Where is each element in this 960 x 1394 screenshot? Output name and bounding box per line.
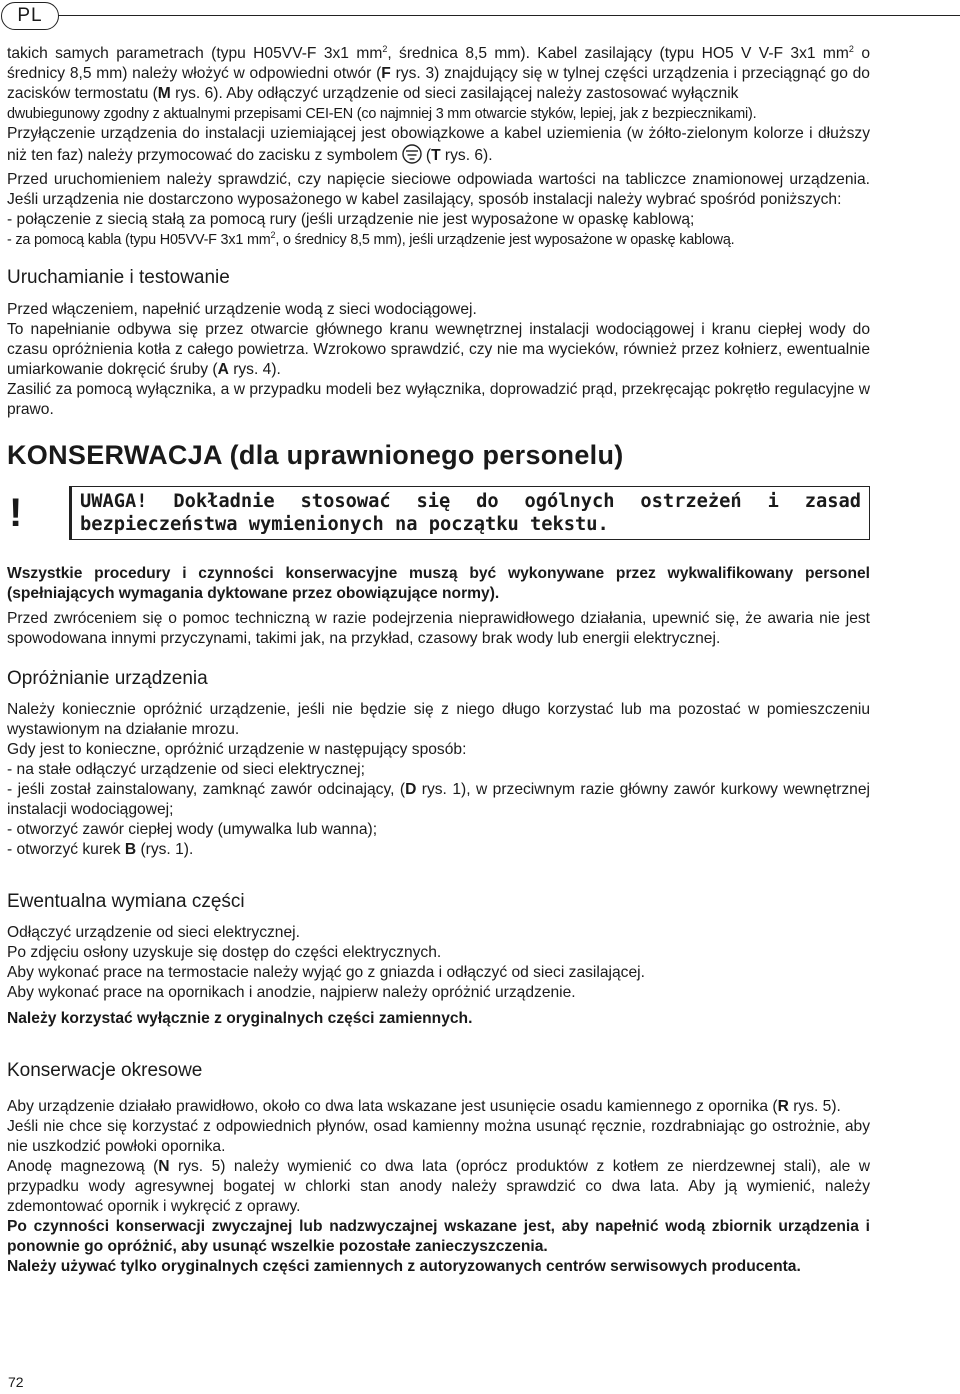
- warning-box: UWAGA! Dokładnie stosować się do ogólnych ostrzeżeń i zasad bezpieczeństwa wymienionych na początku tekstu.: [69, 486, 870, 540]
- periodic-paragraph-bold: Należy używać tylko oryginalnych części zamiennych z autoryzowanych centrów serwisowych producenta.: [7, 1258, 801, 1275]
- maintenance-paragraph: Przed zwróceniem się o pomoc techniczną w razie podejrzenia nieprawidłowego działania, upewnić się, że awaria nie jest spowodowana innymi przyczynami, takimi jak, na przykład, czasowy brak wody lub energii elektrycznej.: [7, 610, 870, 647]
- language-badge: [1, 2, 59, 30]
- periodic-paragraph: Aby urządzenie działało prawidłowo, około co dwa lata wskazane jest usunięcie osadu kamiennego z opornika (R rys. 5).: [7, 1098, 841, 1115]
- intro-paragraph-grounding: Przyłączenie urządzenia do instalacji uziemiającej jest obowiązkowe a kabel uziemienia (w żółto-zielonym kolorze i dłuższy niż ten faz) należy przymocować do zacisku z symbolem (T rys. 6).: [7, 124, 870, 170]
- startup-paragraph: Zasilić za pomocą wyłącznika, a w przypadku modeli bez wyłącznika, doprowadzić prąd, przekręcając pokrętło regulacyjne w prawo.: [7, 381, 870, 418]
- section-title-startup: Uruchamianie i testowanie: [7, 267, 230, 288]
- replacement-paragraph: Aby wykonać prace na opornikach i anodzie, najpierw należy opróżnić urządzenie.: [7, 984, 576, 1001]
- warning-exclamation-icon: !: [9, 491, 23, 535]
- earth-ground-icon: [401, 144, 423, 170]
- header-rule: [58, 15, 960, 16]
- replacement-paragraph: Po zdjęciu osłony uzyskuje się dostęp do części elektrycznych.: [7, 944, 442, 961]
- replacement-paragraph: Odłączyć urządzenie od sieci elektrycznej.: [7, 924, 300, 941]
- intro-list-item: - połączenie z siecią stałą za pomocą rury (jeśli urządzenie nie jest wyposażone w opaskę kablową;: [7, 211, 695, 228]
- periodic-paragraph: Anodę magnezową (N rys. 5) należy wymienić co dwa lata (oprócz produktów z kotłem ze nierdzewnej stali), ale w przypadku wody agresywnej bogatej w chlorki stan anody należy sprawdzić co dwa lata. Aby ją wymienić, należy zdemontować opornik i wykręcić z oprawy.: [7, 1158, 870, 1215]
- section-title-replacement: Ewentualna wymiana części: [7, 891, 245, 912]
- replacement-paragraph-bold: Należy korzystać wyłącznie z oryginalnych części zamiennych.: [7, 1010, 473, 1027]
- draining-paragraph: Gdy jest to konieczne, opróżnić urządzenie w następujący sposób:: [7, 741, 467, 758]
- section-title-draining: Opróżnianie urządzenia: [7, 668, 208, 689]
- maintenance-paragraph-bold: Wszystkie procedury i czynności konserwacyjne muszą być wykonywane przez wykwalifikowany personel (spełniających wymagania dyktowane przez obowiązujące normy).: [7, 565, 870, 602]
- intro-paragraph-cable: takich samych parametrach (typu H05VV-F 3x1 $mm^2$, średnica 8,5 mm). Kabel zasilający (typu HO5 V V-F 3x1 $mm^2$ o średnicy 8,5 mm) należy włożyć w odpowiedni otwór (F rys. 3) znajdujący się w tylnej części urządzenia i przeciągnąć go do zacisków termostatu (M rys. 6). Aby odłączyć urządzenie od sieci zasilającej należy zastosować wyłącznik: [7, 44, 870, 102]
- replacement-paragraph: Aby wykonać prace na termostacie należy wyjąć go z gniazda i odłączyć od sieci zasilającej.: [7, 964, 645, 981]
- intro-list-item: - za pomocą kabla (typu H05VV-F 3x1 $mm^2$, o średnicy 8,5 mm), jeśli urządzenie jest wyposażone w opaskę kablową.: [7, 230, 735, 248]
- section-title-periodic: Konserwacje okresowe: [7, 1060, 203, 1081]
- periodic-paragraph-bold: Po czynności konserwacji zwyczajnej lub nadzwyczajnej wskazane jest, aby napełnić wodą zbiornik urządzenia i ponownie go opróżnić, aby usunąć wszelkie pozostałe zanieczyszczenia.: [7, 1218, 870, 1255]
- page-number: 72: [8, 1374, 24, 1390]
- page-content: [7, 44, 870, 1277]
- warning-block: [7, 486, 870, 540]
- intro-paragraph-voltage-check: Przed uruchomieniem należy sprawdzić, czy napięcie sieciowe odpowiada wartości na tabliczce znamionowej urządzenia. Jeśli urządzenia nie dostarczono wyposażonego w kabel zasilający, sposób instalacji należy wybrać spośród poniższych:: [7, 171, 870, 208]
- draining-list-item: - na stałe odłączyć urządzenie od sieci elektrycznej;: [7, 761, 365, 778]
- intro-paragraph-switch: dwubiegunowy zgodny z aktualnymi przepisami CEI-EN (co najmniej 3 mm otwarcie styków, lepiej, jak z bezpiecznikami).: [7, 106, 757, 122]
- section-title-maintenance: KONSERWACJA (dla uprawnionego personelu): [7, 440, 624, 470]
- draining-list-item: - otworzyć kurek B (rys. 1).: [7, 841, 194, 858]
- language-code: PL: [17, 5, 43, 26]
- startup-paragraph: Przed włączeniem, napełnić urządzenie wodą z sieci wodociągowej.: [7, 301, 477, 318]
- draining-paragraph: Należy koniecznie opróżnić urządzenie, jeśli nie będzie się z niego długo korzystać lub ma pozostać w pomieszczeniu wystawionym na działanie mrozu.: [7, 701, 870, 738]
- draining-list-item: - jeśli został zainstalowany, zamknąć zawór odcinający, (D rys. 1), w przeciwnym razie główny zawór kurkowy wewnętrznej instalacji wodociągowej;: [7, 781, 870, 818]
- draining-list-item: - otworzyć zawór ciepłej wody (umywalka lub wanna);: [7, 821, 378, 838]
- startup-paragraph: To napełnianie odbywa się przez otwarcie głównego kranu wewnętrznej instalacji wodociągowej i kranu ciepłej wody do czasu opróżnienia kotła z całego powietrza. Wzrokowo sprawdzić, czy nie ma wycieków, również przez kołnierz, ewentualnie umiarkowanie dokręcić śruby (A rys. 4).: [7, 321, 870, 378]
- periodic-paragraph: Jeśli nie chce się korzystać z odpowiednich płynów, osad kamienny można usunąć ręcznie, rozdrabniając go ostrożnie, aby nie uszkodzić powłoki opornika.: [7, 1118, 870, 1155]
